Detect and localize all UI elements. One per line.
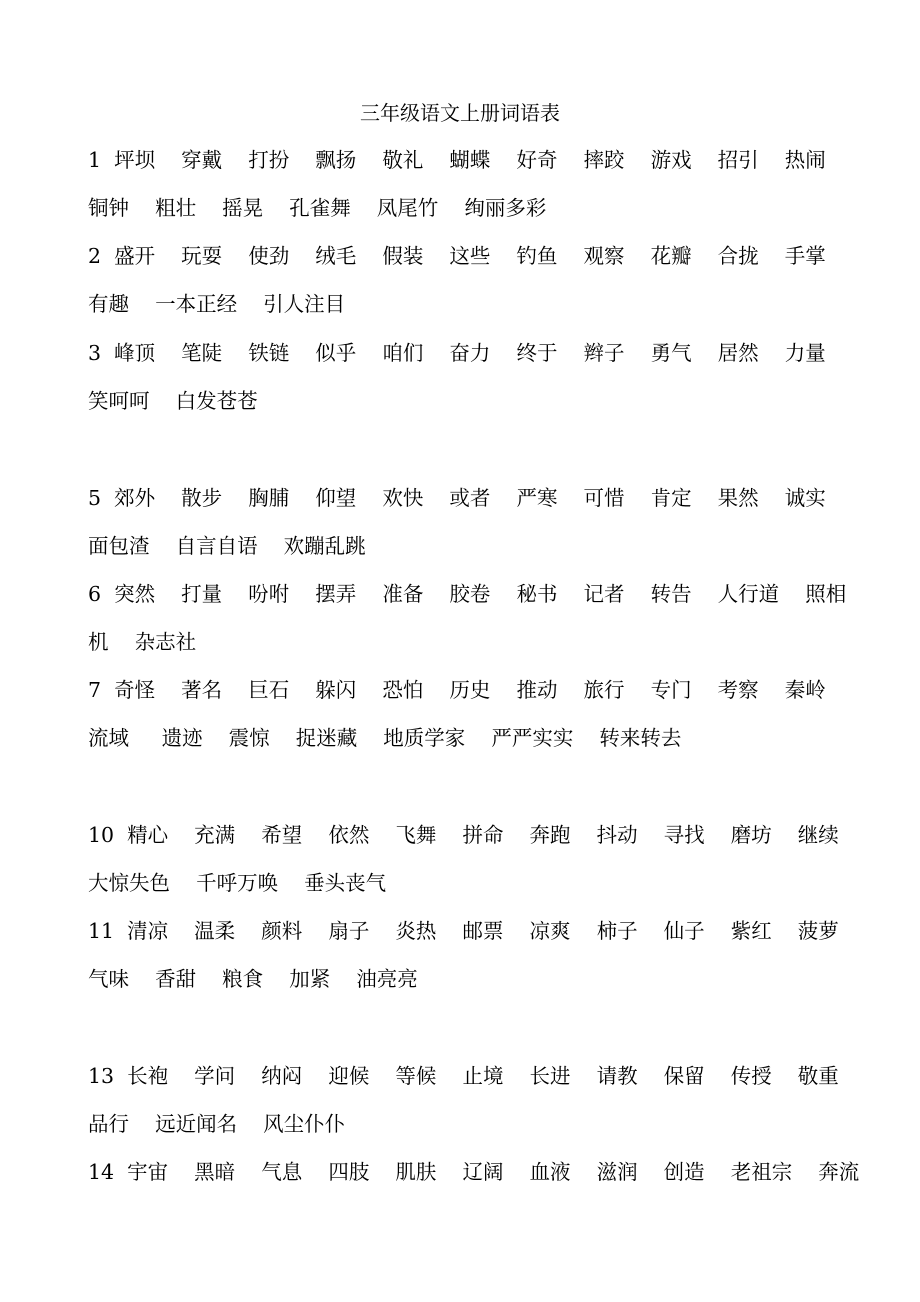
word-line-lesson-10-b: 大惊失色 千呼万唤 垂头丧气 <box>88 871 387 895</box>
word-line-lesson-7-b: 流域 遗迹 震惊 捉迷藏 地质学家 严严实实 转来转去 <box>88 726 682 750</box>
word-line-lesson-11-b: 气味 香甜 粮食 加紧 油亮亮 <box>88 967 418 991</box>
word-line-lesson-11-a: 11 清凉 温柔 颜料 扇子 炎热 邮票 凉爽 柿子 仙子 紫红 菠萝 <box>88 919 839 943</box>
word-line-lesson-6-a: 6 突然 打量 吩咐 摆弄 准备 胶卷 秘书 记者 转告 人行道 照相 <box>88 582 847 606</box>
word-line-lesson-14-a: 14 宇宙 黑暗 气息 四肢 肌肤 辽阔 血液 滋润 创造 老祖宗 奔流 <box>88 1160 860 1184</box>
word-line-lesson-5-b: 面包渣 自言自语 欢蹦乱跳 <box>88 534 366 558</box>
word-line-lesson-1-a: 1 坪坝 穿戴 打扮 飘扬 敬礼 蝴蝶 好奇 摔跤 游戏 招引 热闹 <box>88 148 826 172</box>
word-line-lesson-1-b: 铜钟 粗壮 摇晃 孔雀舞 凤尾竹 绚丽多彩 <box>88 196 547 220</box>
word-line-lesson-2-a: 2 盛开 玩耍 使劲 绒毛 假装 这些 钓鱼 观察 花瓣 合拢 手掌 <box>88 244 826 268</box>
word-line-lesson-7-a: 7 奇怪 著名 巨石 躲闪 恐怕 历史 推动 旅行 专门 考察 秦岭 <box>88 678 826 702</box>
word-line-lesson-3-a: 3 峰顶 笔陡 铁链 似乎 咱们 奋力 终于 辫子 勇气 居然 力量 <box>88 341 826 365</box>
word-line-lesson-13-b: 品行 远近闻名 风尘仆仆 <box>88 1112 346 1136</box>
word-line-lesson-6-b: 机 杂志社 <box>88 630 197 654</box>
word-line-lesson-13-a: 13 长袍 学问 纳闷 迎候 等候 止境 长进 请教 保留 传授 敬重 <box>88 1064 839 1088</box>
word-line-lesson-5-a: 5 郊外 散步 胸脯 仰望 欢快 或者 严寒 可惜 肯定 果然 诚实 <box>88 486 826 510</box>
word-line-lesson-2-b: 有趣 一本正经 引人注目 <box>88 292 346 316</box>
page-title: 三年级语文上册词语表 <box>360 101 560 125</box>
word-line-lesson-3-b: 笑呵呵 白发苍苍 <box>88 389 258 413</box>
word-line-lesson-10-a: 10 精心 充满 希望 依然 飞舞 拼命 奔跑 抖动 寻找 磨坊 继续 <box>88 823 839 847</box>
